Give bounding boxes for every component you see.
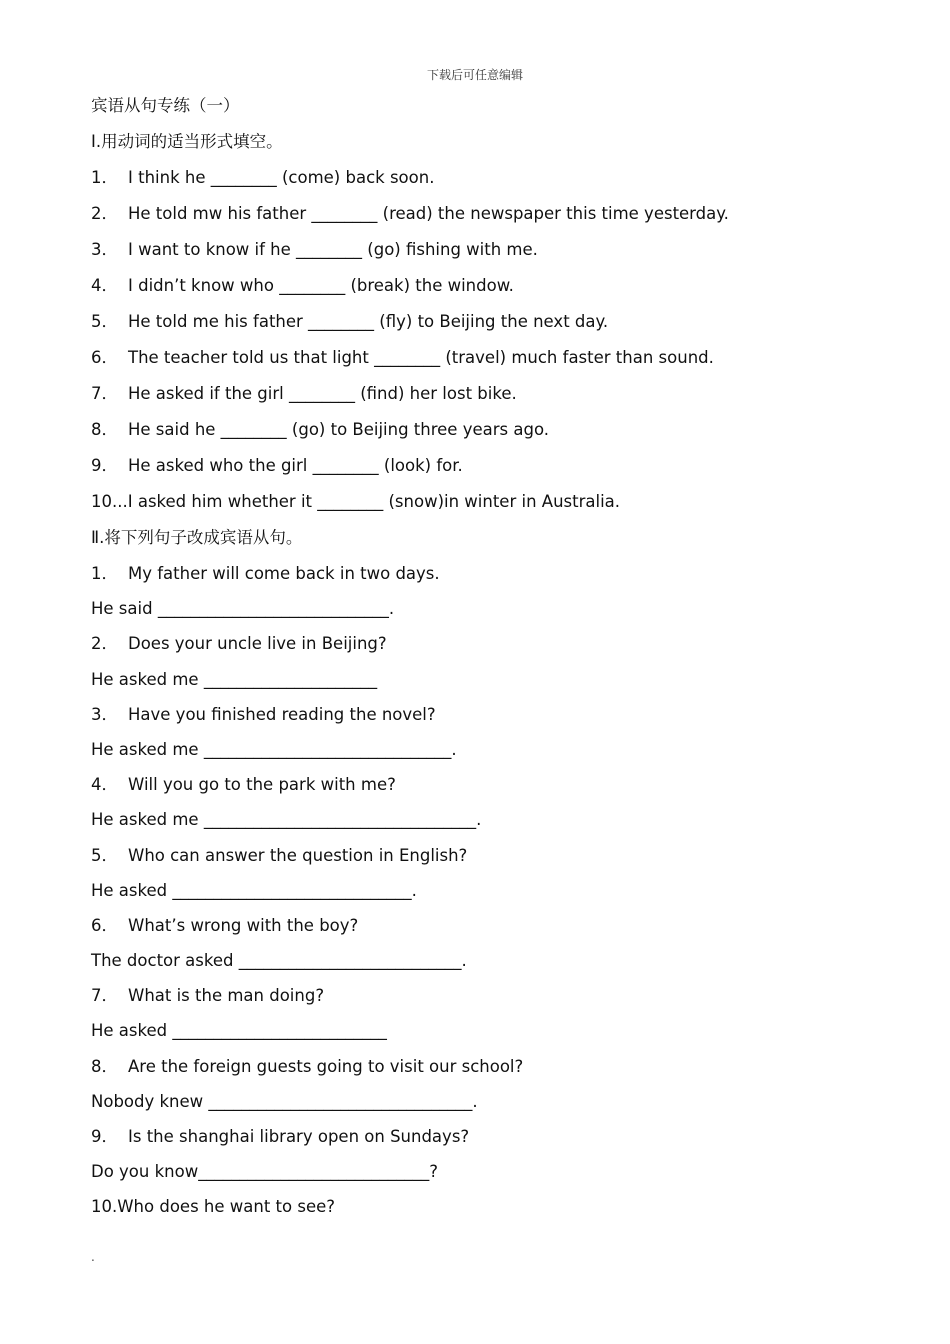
- question-text: Who can answer the question in English?: [128, 845, 468, 865]
- section-1-list: [91, 168, 911, 528]
- item-number: 7．: [91, 384, 118, 403]
- question-line: [91, 986, 911, 1021]
- question-text: Will you go to the park with me?: [128, 775, 396, 795]
- question-line: [91, 1127, 911, 1162]
- exercise-item: [91, 168, 911, 204]
- item-number: 7．: [91, 986, 118, 1006]
- item-number: 1．: [91, 168, 118, 187]
- answer-line: He asked me ______________________________.: [91, 739, 457, 759]
- item-number: 9．: [91, 1127, 118, 1146]
- answer-line: The doctor asked ___________________________.: [91, 951, 467, 971]
- item-text: He said he ________ (go) to Beijing three years ago.: [128, 420, 549, 439]
- item-text: He told mw his father ________ (read) the newspaper this time yesterday.: [128, 204, 729, 223]
- item-number: 9．: [91, 456, 118, 475]
- question-line: [91, 564, 911, 599]
- item-number: 4．: [91, 276, 118, 295]
- exercise-item: [91, 312, 911, 348]
- question-text: Does your uncle live in Beijing?: [128, 634, 387, 654]
- item-number: 8．: [91, 420, 118, 439]
- section-2-list: [91, 564, 911, 1233]
- answer-line: Do you know____________________________?: [91, 1162, 438, 1182]
- answer-line: He asked me _____________________: [91, 669, 378, 689]
- item-text: He told me his father ________ (fly) to Beijing the next day.: [128, 312, 609, 331]
- item-number: 5．: [91, 312, 118, 331]
- exercise-item: [91, 384, 911, 420]
- item-number: 3．: [91, 240, 118, 259]
- item-text: I think he ________ (come) back soon.: [128, 168, 435, 187]
- answer-line: He asked __________________________: [91, 1021, 387, 1041]
- item-number: 6．: [91, 348, 118, 367]
- section-2-heading: Ⅱ.将下列句子改成宾语从句。: [91, 528, 303, 547]
- item-number: 2．: [91, 634, 118, 654]
- question-line: [91, 1197, 911, 1232]
- item-text: I didn’t know who ________ (break) the window.: [128, 276, 514, 295]
- exercise-item: [91, 456, 911, 492]
- item-number: 5．: [91, 845, 118, 865]
- item-number: 2．: [91, 204, 118, 223]
- question-line: [91, 1057, 911, 1092]
- exercise-item: [91, 240, 911, 276]
- item-number: 6．: [91, 915, 118, 935]
- question-line: [91, 705, 911, 740]
- question-line: [91, 916, 911, 951]
- answer-line: He asked _____________________________.: [91, 880, 417, 900]
- exercise-item: [91, 348, 911, 384]
- question-text: 10.Who does he want to see?: [91, 1197, 336, 1217]
- exercise-item: [91, 492, 911, 528]
- item-text: He asked if the girl ________ (find) her lost bike.: [128, 384, 517, 403]
- item-number: 8．: [91, 1056, 118, 1076]
- section-1-heading: I.用动词的适当形式填空。: [91, 132, 283, 151]
- item-number: 1．: [91, 564, 118, 583]
- item-number: 4．: [91, 775, 118, 795]
- question-line: [91, 846, 911, 881]
- exercise-item: [91, 420, 911, 456]
- exercise-item: [91, 276, 911, 312]
- page-header: 下载后可任意编辑: [426, 68, 523, 82]
- question-line: [91, 775, 911, 810]
- page-footer: .: [91, 1250, 95, 1264]
- question-text: Are the foreign guests going to visit our school?: [128, 1056, 524, 1076]
- question-text: Is the shanghai library open on Sundays?: [128, 1127, 470, 1146]
- item-text: I want to know if he ________ (go) fishing with me.: [128, 240, 538, 259]
- item-text: 10...I asked him whether it ________ (snow)in winter in Australia.: [91, 492, 621, 511]
- answer-line: He asked me _________________________________.: [91, 810, 482, 830]
- item-text: The teacher told us that light ________ (travel) much faster than sound.: [128, 348, 714, 367]
- item-number: 3．: [91, 704, 118, 724]
- question-text: My father will come back in two days.: [128, 564, 440, 583]
- exercise-item: [91, 204, 911, 240]
- document-body: [91, 96, 911, 1233]
- question-text: What’s wrong with the boy?: [128, 915, 359, 935]
- answer-line: Nobody knew ________________________________.: [91, 1091, 478, 1111]
- answer-line: He said ____________________________.: [91, 599, 395, 619]
- question-line: [91, 634, 911, 669]
- question-text: What is the man doing?: [128, 986, 325, 1006]
- document-title: 宾语从句专练（一）: [91, 96, 240, 115]
- item-text: He asked who the girl ________ (look) for.: [128, 456, 463, 475]
- question-text: Have you finished reading the novel?: [128, 704, 436, 724]
